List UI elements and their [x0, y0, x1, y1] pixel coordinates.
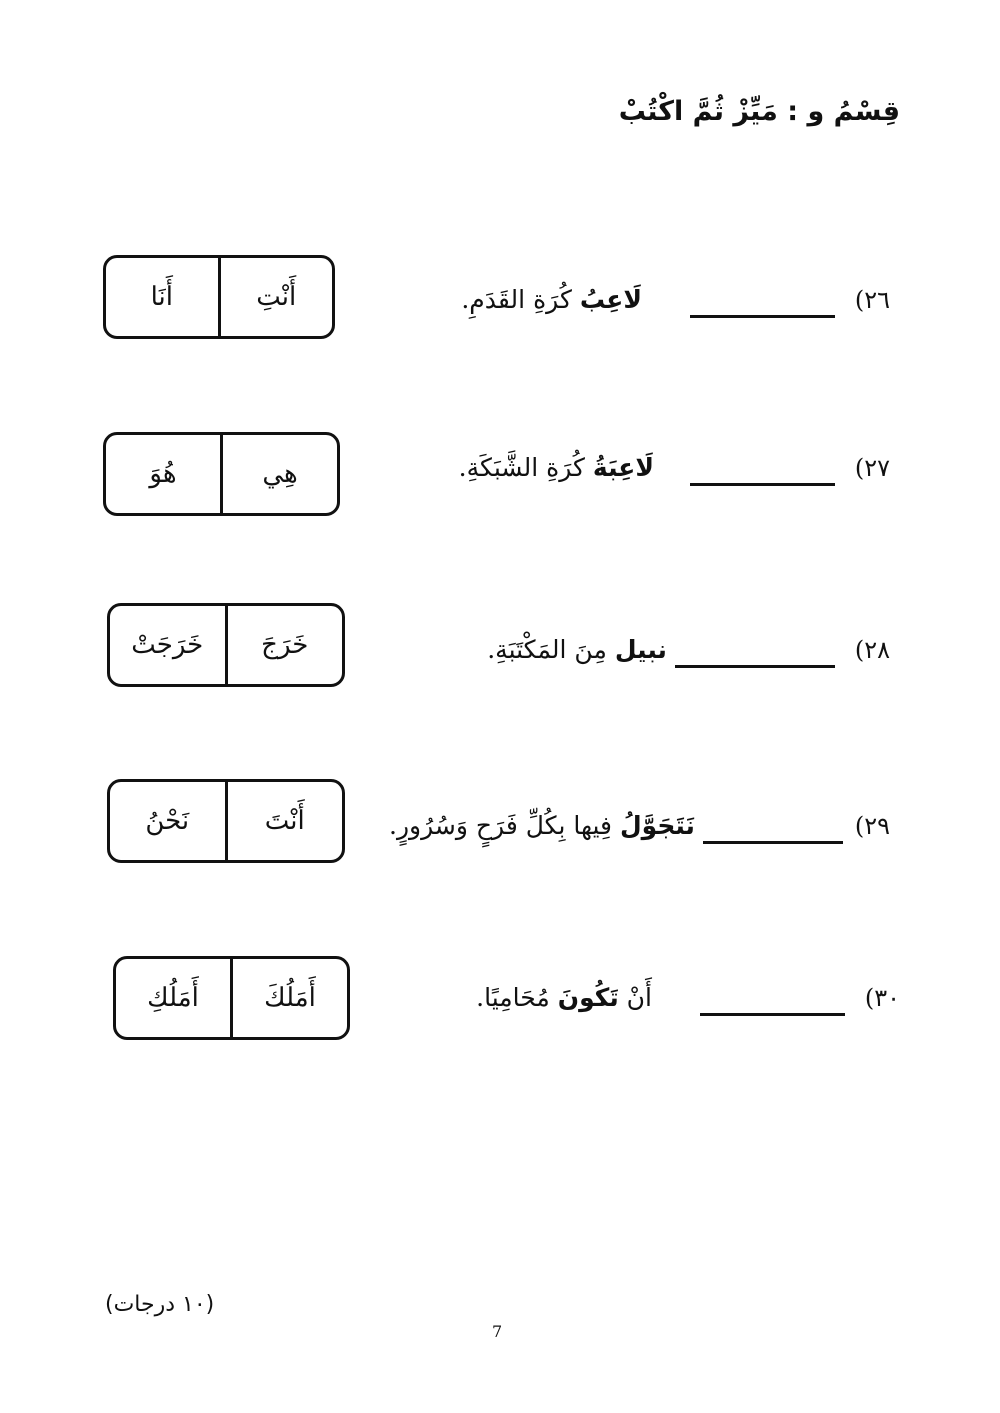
question-26: [461, 278, 890, 322]
question-text: فِيها بِكُلِّ فَرَحٍ وَسُرُورٍ.: [389, 811, 612, 840]
question-text: كُرَةِ القَدَمِ.: [461, 285, 572, 314]
question-number: ٢٨): [854, 636, 890, 664]
answer-blank[interactable]: [690, 285, 835, 318]
question-prefix: أَنْ: [626, 983, 652, 1012]
question-number: ٢٩): [854, 812, 890, 840]
choice-option[interactable]: خَرَجَ: [225, 606, 343, 684]
choice-box-26: [103, 255, 335, 339]
answer-blank[interactable]: [690, 453, 835, 486]
answer-blank[interactable]: [675, 635, 835, 668]
choice-option[interactable]: نَحْنُ: [145, 806, 190, 836]
question-29: [389, 804, 890, 848]
question-keyword: نَتَجَوَّلُ: [619, 811, 695, 840]
choice-option[interactable]: أَمَلُكَ: [230, 959, 347, 1037]
choice-box-30: [113, 956, 350, 1040]
choice-option[interactable]: أَنَا: [150, 282, 173, 312]
answer-blank[interactable]: [700, 983, 845, 1016]
choice-option[interactable]: هِي: [220, 435, 337, 513]
question-text: مِنَ المَكْتَبَةِ.: [487, 635, 607, 664]
question-28: [487, 628, 890, 672]
choice-option[interactable]: خَرَجَتْ: [131, 630, 204, 660]
question-text: كُرَةِ الشَّبَكَةِ.: [458, 453, 585, 482]
choice-box-29: [107, 779, 345, 863]
question-keyword: لَاعِبَةُ: [592, 453, 654, 482]
question-30: [476, 976, 900, 1020]
choice-option[interactable]: أَنْتِ: [218, 258, 333, 336]
question-number: ٢٧): [854, 454, 890, 482]
question-keyword: تَكُونَ: [557, 983, 619, 1012]
choice-box-27: [103, 432, 340, 516]
question-number: ٣٠): [864, 984, 900, 1012]
choice-box-28: [107, 603, 345, 687]
section-title: قِسْمُ و : مَيِّزْ ثُمَّ اكْتُبْ: [618, 96, 900, 127]
marks-label: (١٠ درجات): [105, 1292, 215, 1317]
choice-option[interactable]: أَمَلُكِ: [147, 983, 199, 1013]
choice-option[interactable]: هُوَ: [149, 459, 177, 489]
question-27: [459, 446, 890, 490]
answer-blank[interactable]: [703, 811, 843, 844]
choice-option[interactable]: أَنْتَ: [225, 782, 343, 860]
question-text: مُحَامِيًا.: [476, 983, 550, 1012]
question-keyword: لَاعِبُ: [579, 285, 642, 314]
page-number: 7: [492, 1322, 503, 1341]
question-number: ٢٦): [854, 286, 890, 314]
question-keyword: نبيل: [614, 635, 667, 664]
